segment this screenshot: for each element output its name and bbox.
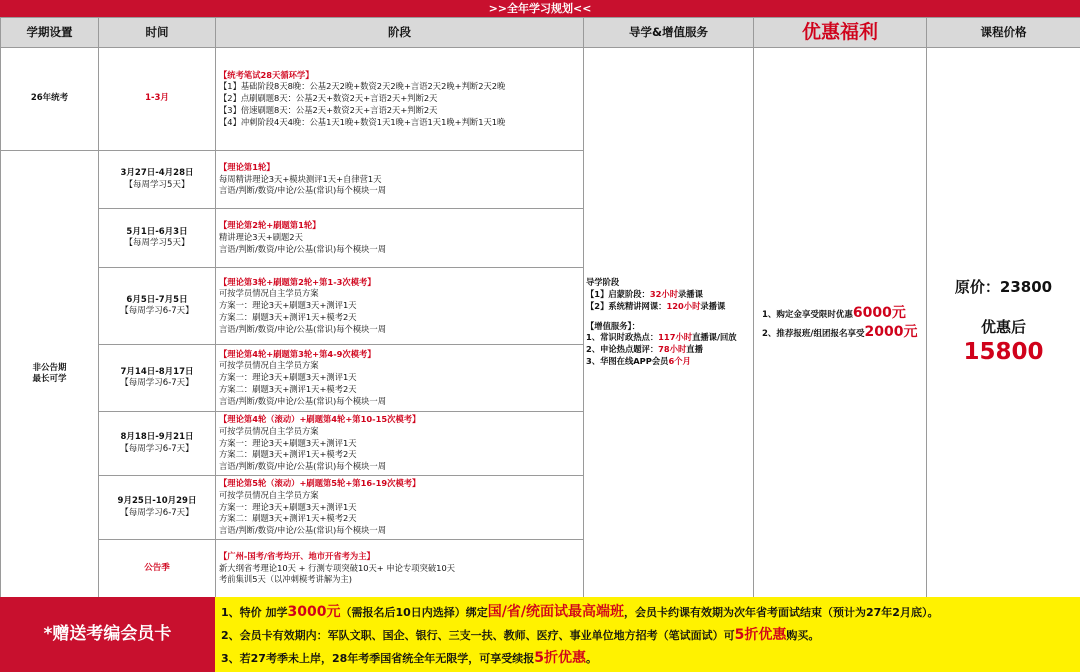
original-price: 原价：23800 [954, 277, 1053, 296]
header-benefit: 优惠福利 [754, 18, 927, 48]
semester-cell [1, 48, 99, 151]
semester-label: 26年统考 [30, 93, 69, 104]
stage-title: 【统考笔试28天循环学】 [219, 69, 314, 80]
stage-cell [216, 209, 584, 268]
stage-line: 方案二：刷题3天+测评1天+模考2天 [219, 513, 357, 524]
time-cell [99, 540, 216, 598]
time-cell [99, 48, 216, 151]
guide-cell [584, 48, 754, 598]
member-card-title: *赠送考编会员卡 [0, 597, 215, 672]
guide-line: 【2】系统精讲网课：120小时录播课 [586, 300, 726, 311]
stage-cell [216, 345, 584, 412]
guide-vas: 【增值服务】： [586, 320, 640, 331]
guide-line: 1、常识时政热点：117小时直播课/回放 [586, 332, 737, 343]
price-cell [927, 48, 1080, 598]
stage-line: 言语/判断/数资/申论/公基(常识)每个模块一周 [219, 185, 387, 196]
guide-line: 【1】启蒙阶段：32小时录播课 [586, 289, 703, 300]
guide-line: 2、申论热点题评：78小时直播 [586, 344, 703, 355]
stage-title: 【理论第5轮（滚动）+刷题第5轮+第16-19次模考】 [219, 478, 421, 489]
guide-line: 3、华图在线APP会员6个月 [586, 355, 691, 366]
stage-title: 【理论第3轮+刷题第2轮+第1-3次模考】 [219, 276, 376, 287]
time-label: 3月27日-4月28日 [120, 168, 194, 179]
stage-line: 可按学员情况自主学员方案 [219, 360, 319, 371]
plan-table [0, 17, 1080, 598]
stage-line: 方案二：刷题3天+测评1天+模考2天 [219, 449, 357, 460]
table-row [1, 48, 1080, 151]
benefit-line: 1、购定金享受限时优惠6000元 [762, 304, 906, 321]
stage-title: 【理论第2轮+刷题第1轮】 [219, 220, 321, 231]
stage-line: 方案二：刷题3天+测评1天+模考2天 [219, 383, 357, 394]
stage-title: 【理论第1轮】 [219, 161, 275, 172]
terms-line: 3、若27考季未上岸，28年考季国省统全年无限学，可享受续报5折优惠。 [221, 650, 598, 666]
benefit-line: 2、推荐报班/组团报名享受2000元 [762, 323, 918, 340]
stage-line: 【2】点刷刷题8天：公基2天+数资2天+言语2天+判断2天 [219, 93, 438, 104]
time-label: 9月25日-10月29日 [117, 496, 197, 507]
time-cell [99, 476, 216, 540]
time-cell [99, 151, 216, 209]
stage-line: 言语/判断/数资/申论/公基(常识)每个模块一周 [219, 395, 387, 406]
header-price: 课程价格 [927, 18, 1080, 48]
semester-cell [1, 151, 99, 598]
stage-line: 每周精讲理论3天+模块测评1天+自律营1天 [219, 173, 382, 184]
stage-cell [216, 412, 584, 476]
stage-title: 【广州-国考/省考均开、地市开省考为主】 [219, 550, 375, 561]
stage-line: 可按学员情况自主学员方案 [219, 425, 319, 436]
footer [0, 597, 1080, 672]
stage-line: 【4】冲刺阶段4天4晚：公基1天1晚+数资1天1晚+言语1天1晚+判断1天1晚 [219, 116, 506, 127]
stage-line: 新大纲省考理论10天 + 行测专项突破10天+ 申论专项突破10天 [219, 562, 456, 573]
time-label: 1-3月 [145, 93, 169, 104]
stage-line: 方案一：理论3天+刷题3天+测评1天 [219, 501, 357, 512]
time-cell [99, 268, 216, 345]
stage-cell [216, 151, 584, 209]
stage-cell [216, 540, 584, 598]
time-label: 6月5日-7月5日 [126, 294, 188, 305]
time-cell [99, 412, 216, 476]
stage-title: 【理论第4轮+刷题第3轮+第4-9次模考】 [219, 348, 376, 359]
benefit-amount: 2000元 [864, 323, 918, 340]
stage-line: 【3】倍速刷题8天：公基2天+数资2天+言语2天+判断2天 [219, 104, 438, 115]
stage-line: 可按学员情况自主学员方案 [219, 489, 319, 500]
time-label: 5月1日-6月3日 [126, 226, 188, 237]
time-sub: 【每周学习5天】 [124, 238, 190, 248]
stage-line: 考前集训5天（以冲刺模考讲解为主) [219, 574, 352, 585]
header-row [1, 18, 1080, 48]
time-sub: 【每周学习6-7天】 [120, 443, 194, 454]
semester-label: 非公告期 [32, 362, 67, 373]
header-stage: 阶段 [216, 18, 584, 48]
stage-line: 方案一：理论3天+刷题3天+测评1天 [219, 372, 357, 383]
time-cell [99, 345, 216, 412]
header-semester: 学期设置 [1, 18, 99, 48]
stage-line: 精讲理论3天+刷题2天 [219, 232, 303, 243]
stage-title: 【理论第4轮（滚动）+刷题第4轮+第10-15次模考】 [219, 414, 421, 425]
time-sub: 【每周学习6-7天】 [120, 378, 194, 388]
stage-line: 可按学员情况自主学员方案 [219, 288, 319, 299]
terms-line: 2、会员卡有效期内：军队文职、国企、银行、三支一扶、教师、医疗、事业单位地方招考（笔试面试）可5折优惠购买。 [221, 627, 820, 643]
time-label: 7月14日-8月17日 [120, 366, 194, 377]
stage-line: 方案一：理论3天+刷题3天+测评1天 [219, 437, 357, 448]
benefit-amount: 6000元 [852, 304, 906, 321]
time-cell [99, 209, 216, 268]
stage-line: 言语/判断/数资/申论/公基(常识)每个模块一周 [219, 461, 387, 472]
stage-line: 【1】基础阶段8天8晚：公基2天2晚+数资2天2晚+言语2天2晚+判断2天2晚 [219, 81, 506, 92]
benefit-cell [754, 48, 927, 598]
time-sub: 【每周学习5天】 [124, 179, 190, 190]
time-label: 8月18日-9月21日 [120, 432, 194, 443]
stage-line: 言语/判断/数资/申论/公基(常识)每个模块一周 [219, 525, 387, 536]
semester-label: 最长可学 [32, 374, 67, 384]
guide-head: 导学阶段 [586, 277, 620, 288]
stage-line: 言语/判断/数资/申论/公基(常识)每个模块一周 [219, 323, 387, 334]
stage-cell [216, 48, 584, 151]
stage-line: 方案一：理论3天+刷题3天+测评1天 [219, 300, 357, 311]
stage-line: 言语/判断/数资/申论/公基(常识)每个模块一周 [219, 243, 387, 254]
stage-line: 方案二：刷题3天+测评1天+模考2天 [219, 311, 357, 322]
member-card-terms [215, 597, 1080, 672]
plan-banner: >>全年学习规划<< [0, 0, 1080, 17]
time-sub: 【每周学习6-7天】 [120, 306, 194, 316]
stage-cell [216, 268, 584, 345]
discount-price: 15800 [963, 339, 1044, 366]
discount-label: 优惠后 [980, 317, 1026, 336]
time-sub: 【每周学习6-7天】 [120, 507, 194, 518]
stage-cell [216, 476, 584, 540]
header-time: 时间 [99, 18, 216, 48]
terms-line: 1、特价 加学3000元（需报名后10日内选择）绑定国/省/统面试最高端班，会员卡约课有效期为次年省考面试结束（预计为27年2月底）。 [221, 604, 939, 620]
time-label: 公告季 [144, 562, 170, 573]
header-guide: 导学&增值服务 [584, 18, 754, 48]
